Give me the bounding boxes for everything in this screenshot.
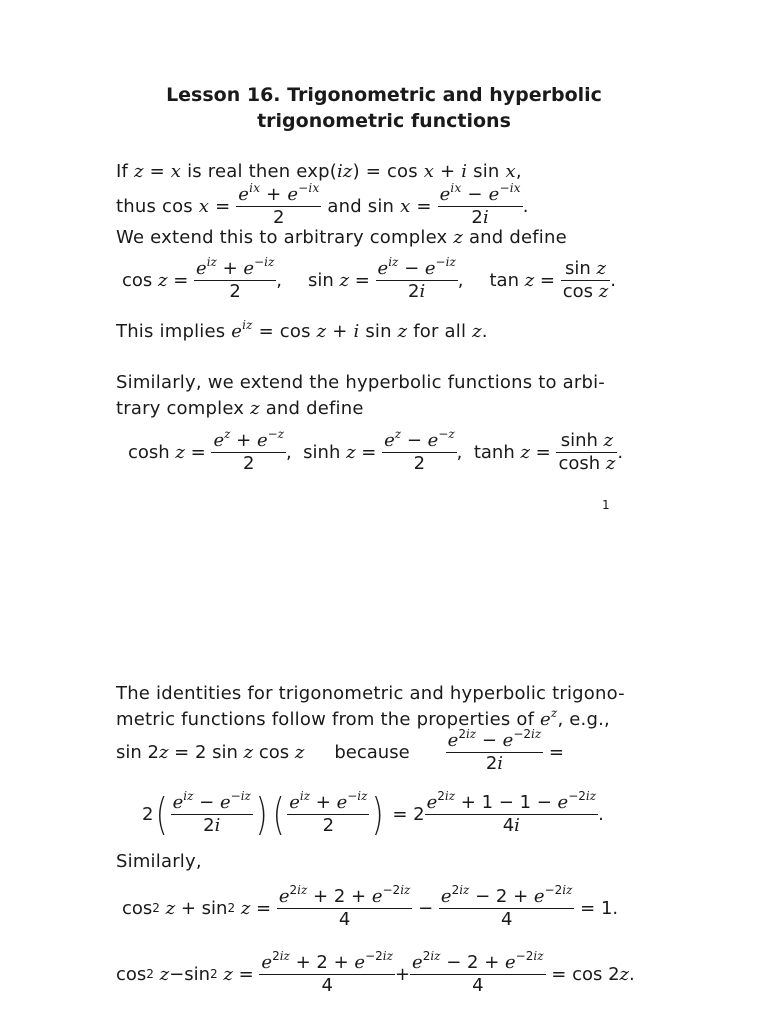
word-because: because <box>334 742 410 763</box>
page-number: 1 <box>602 498 610 512</box>
equation-hyperbolic-definitions: cosh z = $\frac{e^z + e^{-z}}{2}$ , sinh z = $\frac{e^z - e^{-z}}{2}$ , tanh z = $\frac{\text{sinh z}}{\text{cosh z}}$ . <box>128 427 624 474</box>
text-implies: This implies <box>116 321 226 342</box>
fraction-sin-2z: $\frac{e^{2iz} - e^{-2iz}}{2i}$ <box>447 727 542 774</box>
equation-trig-definitions: cos z = $\frac{e^{iz} + e^{-iz}}{2}$ , sin z = $\frac{e^{iz} - e^{-iz}}{2i}$ , tan z = $\frac{\text{sin z}}{\text{cos z}}$ . <box>122 255 616 302</box>
word-if: If <box>116 161 129 182</box>
text-trary-complex: trary complex <box>116 398 245 419</box>
text-and-define: and define <box>468 227 567 248</box>
equation-pythagorean: cos $^2$ z + sin $^2$ z = $\frac{e^{2iz} + 2 + e^{-2iz}}{4}$ − $\frac{e^{2iz} - 2 + e^{-2iz}}{4}$ = 1. <box>122 883 619 930</box>
text-and-define-2: and define <box>265 398 364 419</box>
fraction-cosh-z: $\frac{e^z + e^{-z}}{2}$ <box>213 427 284 474</box>
equation-double-angle: cos $^2$ z −sin $^2$ z = $\frac{e^{2iz} + 2 + e^{-2iz}}{4}$ + $\frac{e^{2iz} - 2 + e^{-2iz}}{4}$ = cos 2 z . <box>116 949 635 996</box>
text-line-similarly-1: Similarly, we extend the hyperbolic functions to arbi- <box>116 372 605 393</box>
fraction-cos-z-factor: $\frac{e^{iz} + e^{-iz}}{2}$ <box>289 789 368 836</box>
equation-cos-sin-real: thus cos x = $\frac{e^{ix} + e^{-ix}}{2}$ and sin x = $\frac{e^{ix} - e^{-ix}}{2i}$ . <box>116 181 529 228</box>
fraction-cos-z: $\frac{e^{iz} + e^{-iz}}{2}$ <box>196 255 275 302</box>
fraction-sin-squared: $\frac{e^{2iz} - 2 + e^{-2iz}}{4}$ <box>440 883 573 930</box>
text-eg: , e.g., <box>557 709 610 730</box>
text-metric-functions: metric functions follow from the properties of <box>116 709 535 730</box>
word-is-real-then: is real then <box>187 161 291 182</box>
word-thus: thus <box>116 195 157 217</box>
word-and: and <box>327 195 362 217</box>
fraction-tan-z: $\frac{\text{sin z}}{\text{cos z}}$ <box>562 258 609 302</box>
fraction-tanh-z: $\frac{\text{sinh z}}{\text{cosh z}}$ <box>558 430 616 474</box>
text-line-extend: We extend this to arbitrary complex z and define <box>116 227 567 248</box>
fraction-cos-squared: $\frac{e^{2iz} + 2 + e^{-2iz}}{4}$ <box>278 883 411 930</box>
text-similarly: Similarly, <box>116 851 202 872</box>
text-line-implies: This implies $e^{iz} = \cos z + i$ sin z for all z. <box>116 318 488 342</box>
fraction-sin-squared-2: $\frac{e^{2iz} - 2 + e^{-2iz}}{4}$ <box>412 949 544 996</box>
fraction-sin-z-factor: $\frac{e^{iz} - e^{-iz}}{2i}$ <box>172 789 251 836</box>
fraction-sin-z: $\frac{e^{iz} - e^{-iz}}{2i}$ <box>377 255 456 302</box>
text-line-euler: If z = x is real then exp(iz) = cos x + i sin x, <box>116 161 522 182</box>
text-for-all: for all <box>413 321 467 342</box>
fraction-cos-squared-2: $\frac{e^{2iz} + 2 + e^{-2iz}}{4}$ <box>261 949 393 996</box>
fraction-sin-real: $\frac{e^{ix} - e^{-ix}}{2i}$ <box>439 181 521 228</box>
equation-sin-2z: sin 2 z = 2 sin z cos z because $\frac{e^{2iz} - e^{-2iz}}{2i}$ = <box>116 727 565 774</box>
fraction-expanded: $\frac{e^{2iz} + 1 - 1 - e^{-2iz}}{4i}$ <box>426 789 597 836</box>
title-line-1: Lesson 16. Trigonometric and hyperbolic <box>166 84 602 106</box>
text-line-identities-1: The identities for trigonometric and hyperbolic trigono- <box>116 683 625 704</box>
title-line-2: trigonometric functions <box>257 110 511 132</box>
fraction-cos-real: $\frac{e^{ix} + e^{-ix}}{2}$ <box>238 181 320 228</box>
text-line-similarly-2: trary complex z and define <box>116 398 364 419</box>
text-line-identities-2: metric functions follow from the properties of $e^z$, e.g., <box>116 706 610 730</box>
equation-sin-2z-expansion: 2 ( $\frac{e^{iz} - e^{-iz}}{2i}$ ) ( $\frac{e^{iz} + e^{-iz}}{2}$ ) = 2 $\frac{e^{2iz} + 1 - 1 - e^{-2iz}}{4i}$ . <box>142 788 604 840</box>
text-extend: We extend this to arbitrary complex <box>116 227 448 248</box>
fraction-sinh-z: $\frac{e^z - e^{-z}}{2}$ <box>384 427 455 474</box>
